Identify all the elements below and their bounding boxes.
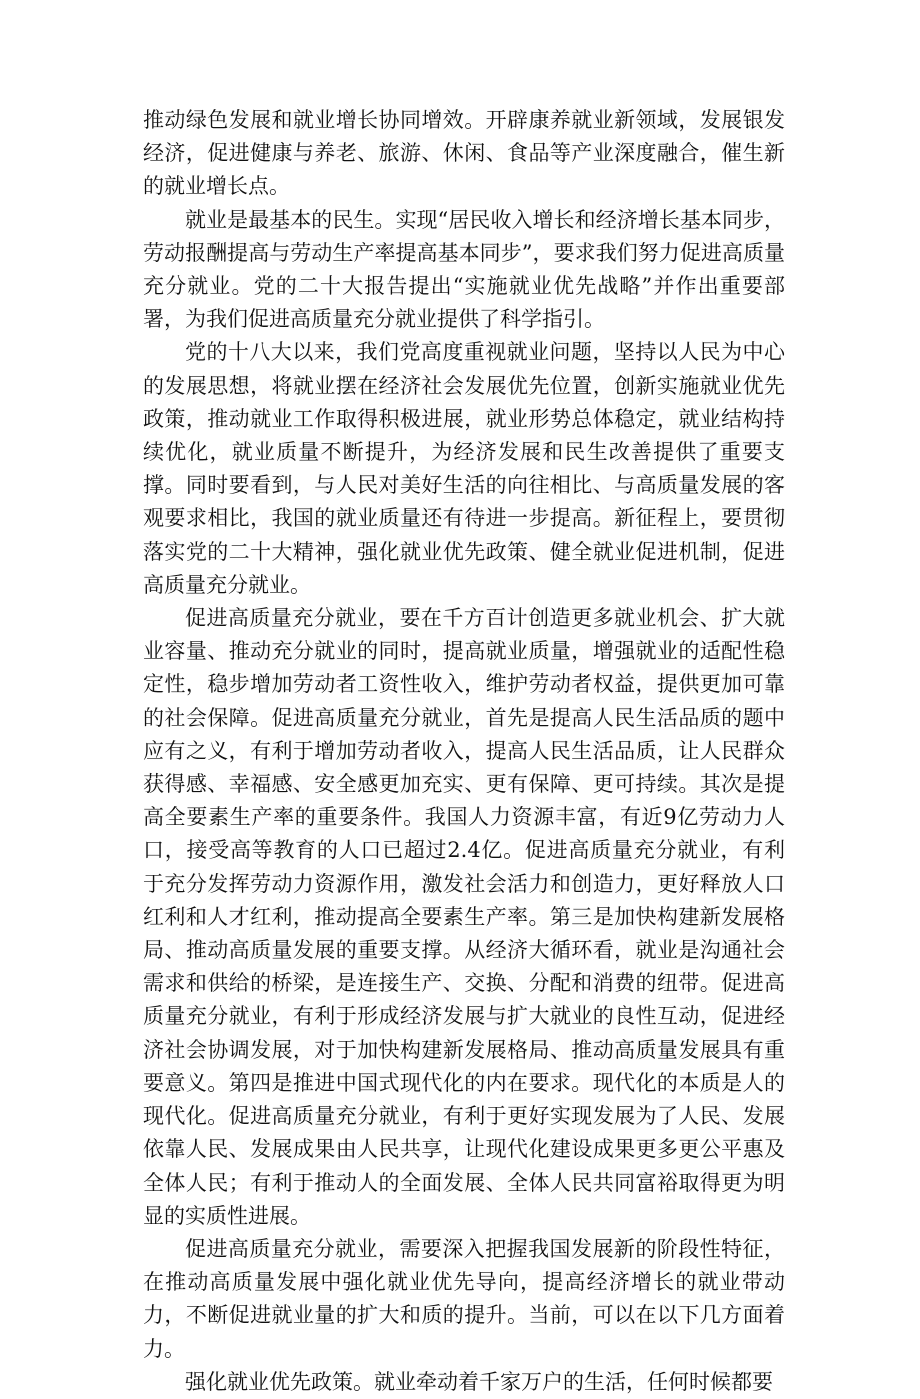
paragraph-2: 就业是最基本的民生。实现“居民收入增长和经济增长基本同步，劳动报酬提高与劳动生产率提高基本同步”，要求我们努力促进高质量充分就业。党的二十大报告提出“实施就业优先战略”并作出重要部署，为我们促进高质量充分就业提供了科学指引。 xyxy=(143,207,785,332)
paragraph-6: 强化就业优先政策。就业牵动着千家万户的生活，任何时候都要 xyxy=(185,1369,773,1394)
paragraph-3: 党的十八大以来，我们党高度重视就业问题，坚持以人民为中心的发展思想，将就业摆在经济社会发展优先位置，创新实施就业优先政策，推动就业工作取得积极进展，就业形势总体稳定，就业结构持续优化，就业质量不断提升，为经济发展和民生改善提供了重要支撑。同时要看到，与人民对美好生活的向往相比、与高质量发展的客观要求相比，我国的就业质量还有待进一步提高。新征程上，要贯彻落实党的二十大精神，强化就业优先政策、健全就业促进机制，促进高质量充分就业。 xyxy=(143,340,785,597)
document-body xyxy=(143,104,785,1399)
paragraph-4: 促进高质量充分就业，要在千方百计创造更多就业机会、扩大就业容量、推动充分就业的同时，提高就业质量，增强就业的适配性稳定性，稳步增加劳动者工资性收入，维护劳动者权益，提供更加可靠的社会保障。促进高质量充分就业，首先是提高人民生活品质的题中应有之义，有利于增加劳动者收入，提高人民生活品质，让人民群众获得感、幸福感、安全感更加充实、更有保障、更可持续。其次是提高全要素生产率的重要条件。我国人力资源丰富，有近9亿劳动力人口，接受高等教育的人口已超过2.4亿。促进高质量充分就业，有利于充分发挥劳动力资源作用，激发社会活力和创造力，更好释放人口红利和人才红利，推动提高全要素生产率。第三是加快构建新发展格局、推动高质量发展的重要支撑。从经济大循环看，就业是沟通社会需求和供给的桥梁，是连接生产、交换、分配和消费的纽带。促进高质量充分就业，有利于形成经济发展与扩大就业的良性互动，促进经济社会协调发展，对于加快构建新发展格局、推动高质量发展具有重要意义。第四是推进中国式现代化的内在要求。现代化的本质是人的现代化。促进高质量充分就业，有利于更好实现发展为了人民、发展依靠人民、发展成果由人民共享，让现代化建设成果更多更公平惠及全体人民；有利于推动人的全面发展、全体人民共同富裕取得更为明显的实质性进展。 xyxy=(143,606,785,1228)
paragraph-1: 推动绿色发展和就业增长协同增效。开辟康养就业新领域，发展银发经济，促进健康与养老、旅游、休闲、食品等产业深度融合，催生新的就业增长点。 xyxy=(143,108,785,199)
paragraph-5: 促进高质量充分就业，需要深入把握我国发展新的阶段性特征，在推动高质量发展中强化就业优先导向，提高经济增长的就业带动力，不断促进就业量的扩大和质的提升。当前，可以在以下几方面着力。 xyxy=(143,1236,785,1361)
